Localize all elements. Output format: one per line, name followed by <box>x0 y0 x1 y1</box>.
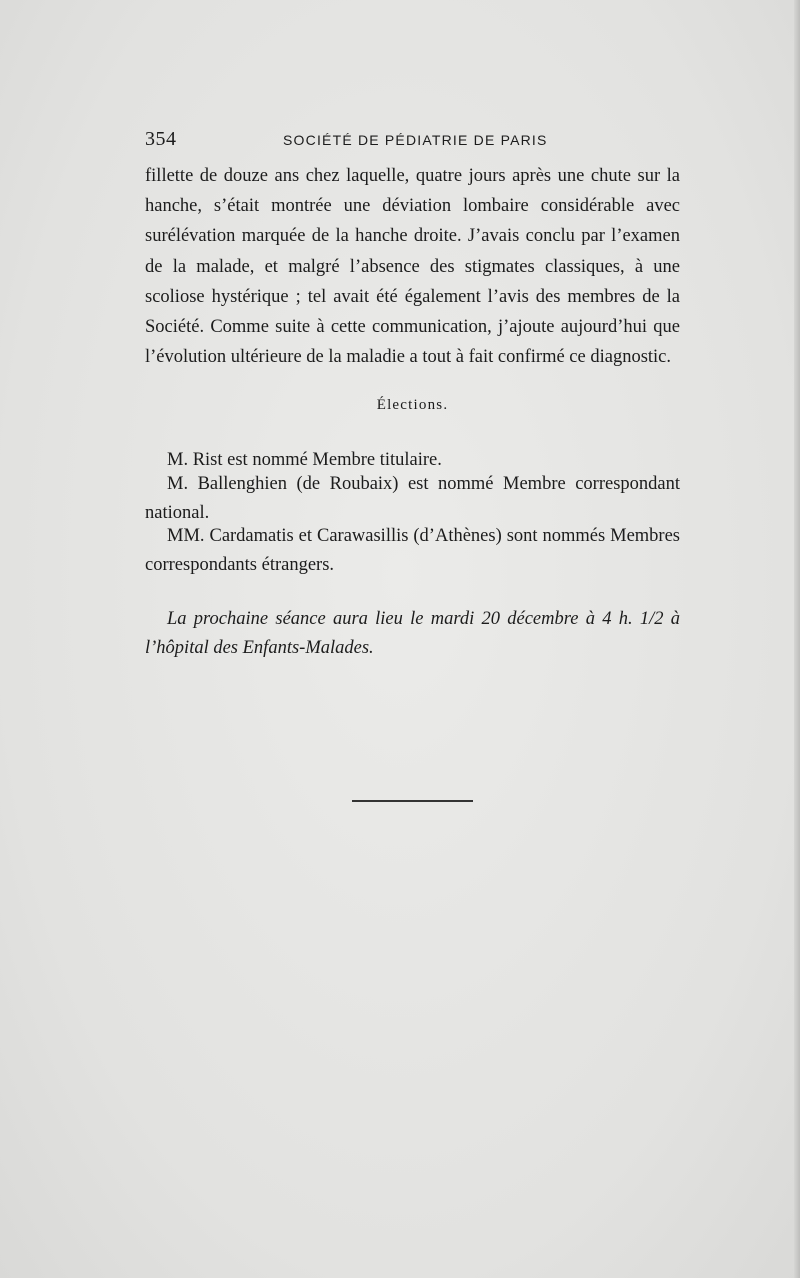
section-title: Élections. <box>376 397 449 413</box>
election-item: M. Ballenghien (de Roubaix) est nommé Membre correspondant national. <box>145 474 680 523</box>
intro-paragraph: fillette de douze ans chez laquelle, quatre jours après une chute sur la hanche, s’était montrée une déviation lombaire considérable avec surélévation marquée de la hanche droite. J’avais conclu par l’examen de la malade, et malgré l’absence des stigmates classiques, à une scoliose hystérique ; tel avait été également l’avis des membres de la Société. Comme suite à cette communication, j’ajoute aujourd’hui que l’évolution ultérieure de la maladie a tout à fait confirmé ce diagnostic. <box>145 166 680 368</box>
election-item: MM. Cardamatis et Carawasillis (d’Athènes) sont nommés Membres correspondants étrangers. <box>145 526 680 575</box>
next-meeting-note: La prochaine séance aura lieu le mardi 20 décembre à 4 h. 1/2 à l’hôpital des Enfants-Malades. <box>145 609 680 658</box>
election-item: M. Rist est nommé Membre titulaire. <box>167 450 442 470</box>
page-header <box>145 128 680 154</box>
end-rule <box>352 800 473 802</box>
page-number: 354 <box>145 128 177 150</box>
page-edge <box>794 0 800 1278</box>
running-head: SOCIÉTÉ DE PÉDIATRIE DE PARIS <box>283 132 548 148</box>
